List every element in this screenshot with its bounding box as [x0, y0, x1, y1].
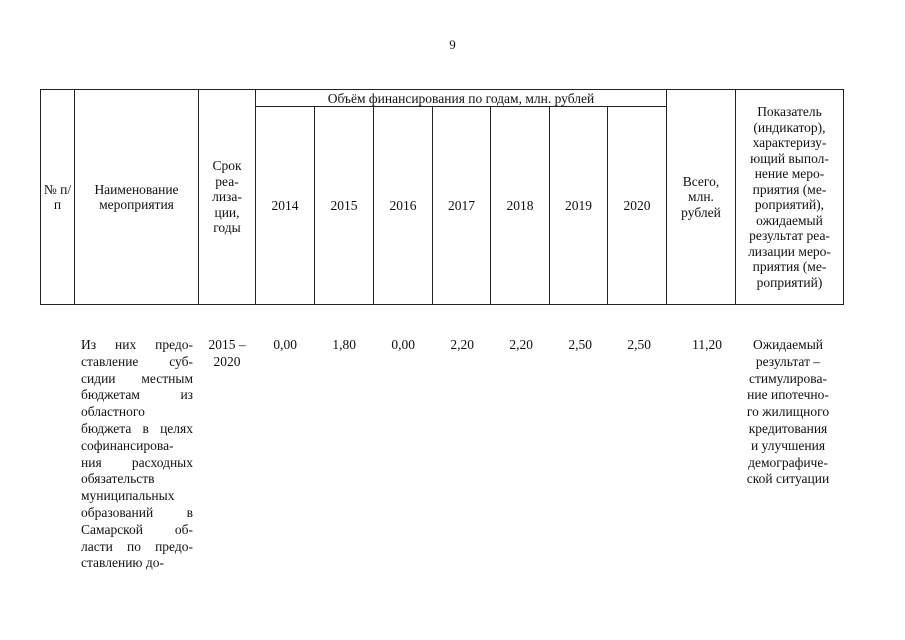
row-value-2014: 0,00	[273, 337, 297, 352]
header-year-2015: 2015	[315, 107, 374, 305]
page-number: 9	[449, 37, 456, 52]
row-value-2019: 2,50	[568, 337, 592, 352]
row-value-2017: 2,20	[450, 337, 474, 352]
header-num: № п/п	[41, 90, 75, 305]
header-year-2014: 2014	[256, 107, 315, 305]
header-year-2017: 2017	[433, 107, 491, 305]
row-value-2015: 1,80	[332, 337, 356, 352]
header-year-2020: 2020	[608, 107, 667, 305]
row-total: 11,20	[692, 337, 722, 352]
row-indicator: Ожидаемый результат – стимулирова- ние ипотечно- го жилищного кредитования и улучшения демографиче- ской ситуации	[746, 337, 830, 487]
row-name: Из них предо-ставление суб-сидии местным бюджетам из областного бюджета в целях софинансирова-ния расходных обязательств муниципальных образований в Самарской об-ласти по предо-ставлению до-	[81, 337, 193, 571]
header-year-2016: 2016	[374, 107, 433, 305]
header-indicator: Показатель (индикатор), характеризу- ющий выпол- нение меро- приятия (ме- роприятий), ожидаемый результат реа- лизации меро- приятия (ме- роприятий)	[736, 90, 844, 305]
financing-table	[40, 89, 844, 305]
header-total: Всего, млн. рублей	[667, 90, 736, 305]
header-period: Срок реа- лиза- ции, годы	[199, 90, 256, 305]
header-year-2019: 2019	[550, 107, 608, 305]
row-period: 2015 – 2020	[208, 337, 246, 369]
row-value-2016: 0,00	[391, 337, 415, 352]
row-value-2020: 2,50	[627, 337, 651, 352]
header-name: Наименование мероприятия	[75, 90, 199, 305]
header-funding-group: Объём финансирования по годам, млн. рублей	[256, 90, 667, 107]
row-value-2018: 2,20	[509, 337, 533, 352]
header-year-2018: 2018	[491, 107, 550, 305]
